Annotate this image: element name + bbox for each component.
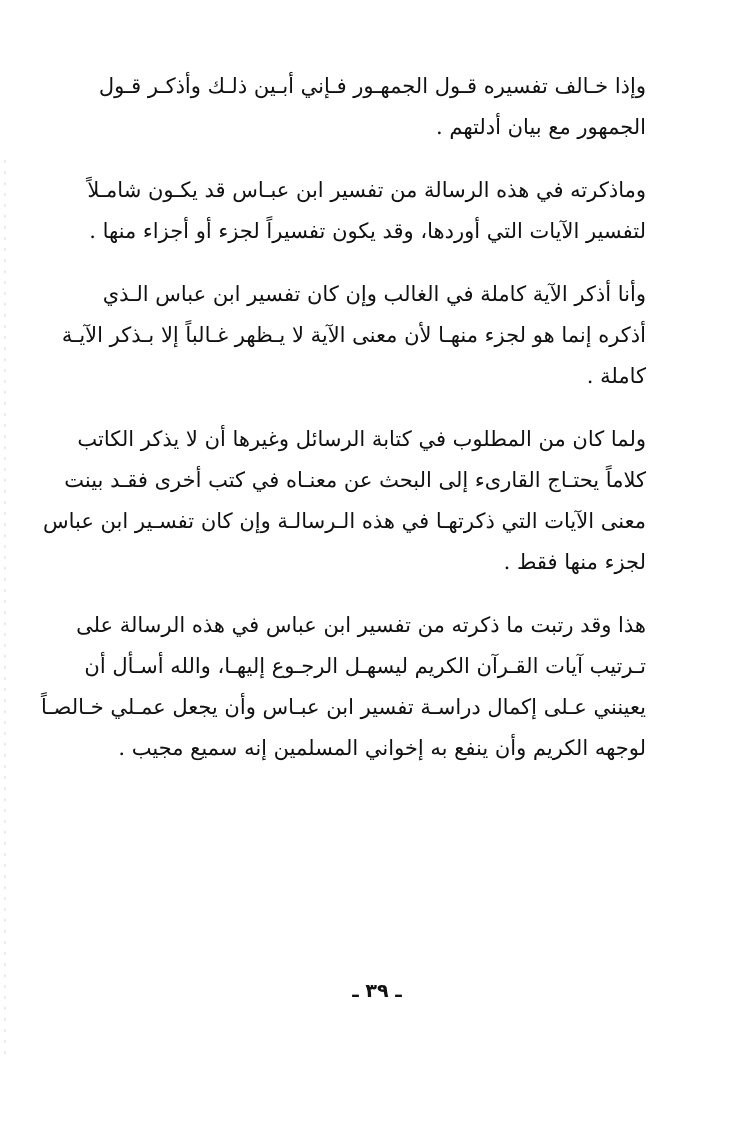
paragraph-5 <box>41 605 646 769</box>
text-line: وأنا أذكر الآية كاملة في الغالب وإن كان تفسير ابن عباس الـذي <box>102 282 646 306</box>
text-line: تـرتيب آيات القـرآن الكريم ليسهـل الرجـوع إليهـا، والله أسـأل أن <box>84 654 646 678</box>
text-line: لتفسير الآيات التي أوردها، وقد يكون تفسيراً لجزء أو أجزاء منها . <box>89 219 646 243</box>
text-line: كاملة . <box>586 364 646 388</box>
text-line: أذكره إنما هو لجزء منهـا لأن معنى الآية لا يـظهر غـالباً إلا بـذكر الآيـة <box>61 323 646 347</box>
text-line: هذا وقد رتبت ما ذكرته من تفسير ابن عباس في هذه الرسالة على <box>76 613 646 637</box>
text-line: الجمهور مع بيان أدلتهم . <box>436 115 646 139</box>
body-text <box>41 66 646 791</box>
text-line: يعينني عـلى إكمال دراسـة تفسير ابن عبـاس وأن يجعل عمـلي خـالصـاً <box>41 695 646 719</box>
paragraph-1 <box>98 66 646 148</box>
text-line: لوجهه الكريم وأن ينفع به إخواني المسلمين إنه سميع مجيب . <box>118 736 646 760</box>
text-line: وإذا خـالف تفسيره قـول الجمهـور فـإني أبـين ذلـك وأذكـر قـول <box>98 74 646 98</box>
paragraph-4 <box>42 419 646 583</box>
paragraph-3 <box>61 274 646 397</box>
text-line: معنى الآيات التي ذكرتهـا في هذه الـرسالـة وإن كان تفسـير ابن عباس <box>42 509 646 533</box>
paragraph-2 <box>87 170 646 252</box>
scan-edge-artifact <box>4 160 6 1060</box>
page-number: ـ ٣٩ ـ <box>352 980 402 1002</box>
text-line: كلاماً يحتـاج القارىء إلى البحث عن معنـاه في كتب أخرى فقـد بينت <box>64 468 646 492</box>
text-line: لجزء منها فقط . <box>503 550 646 574</box>
text-line: ولما كان من المطلوب في كتابة الرسائل وغيرها أن لا يذكر الكاتب <box>77 427 646 451</box>
text-line: وماذكرته في هذه الرسالة من تفسير ابن عبـاس قد يكـون شامـلاً <box>87 178 646 202</box>
